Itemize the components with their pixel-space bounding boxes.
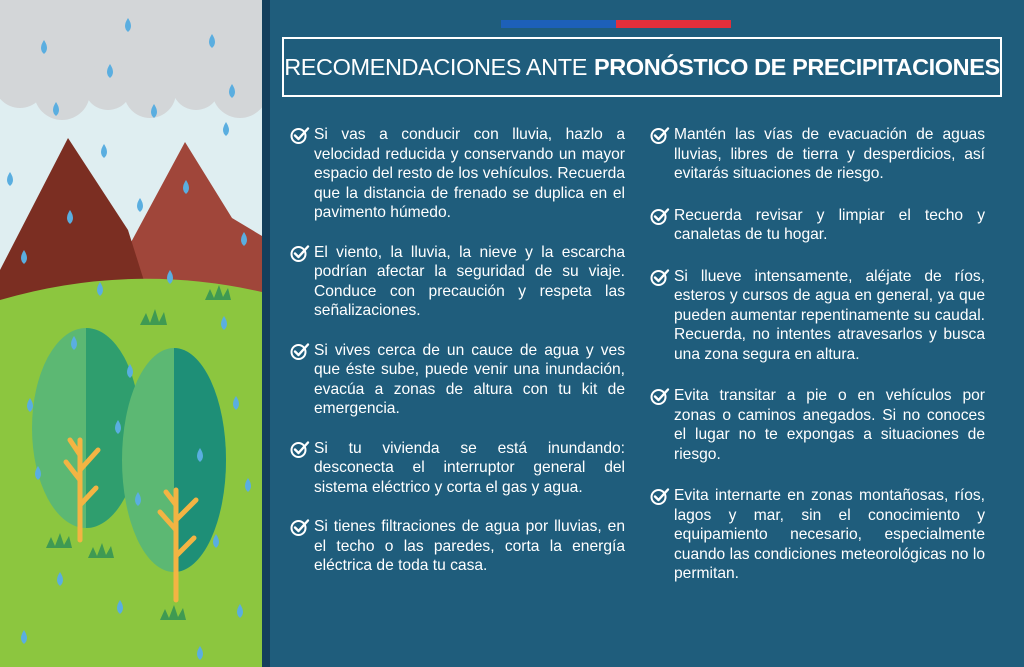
list-item bbox=[650, 267, 985, 365]
title-bold: PRONÓSTICO DE PRECIPITACIONES bbox=[593, 53, 1000, 80]
item-text: Evita transitar a pie o en vehículos por zonas o caminos anegados. Si no conoces el lugar no te expongas a situaciones de riesgo. bbox=[674, 387, 985, 463]
list-item bbox=[290, 341, 625, 419]
list-item bbox=[290, 243, 625, 321]
item-text: Si tienes filtraciones de agua por lluvias, en el techo o las paredes, corta la energía eléctrica de toda tu casa. bbox=[314, 518, 625, 574]
recommendations-column-right bbox=[650, 125, 985, 584]
landscape-illustration bbox=[0, 0, 262, 667]
flag-stripe bbox=[501, 20, 731, 28]
list-item bbox=[290, 517, 625, 576]
list-item bbox=[290, 439, 625, 498]
item-text: Si vives cerca de un cauce de agua y ves que éste sube, puede venir una inundación, evacúa a zonas de altura con tu kit de emergencia. bbox=[314, 341, 625, 417]
item-text: El viento, la lluvia, la nieve y la escarcha podrían afectar la seguridad de su viaje. Conduce con precaución y respeta las señalizaciones. bbox=[314, 243, 625, 319]
item-text: Evita internarte en zonas montañosas, ríos, lagos y mar, sin el conocimiento y equipamiento necesario, especialmente cuando las condiciones meteorológicas no lo permitan. bbox=[674, 487, 985, 582]
list-item bbox=[650, 386, 985, 464]
check-circle-icon bbox=[290, 244, 310, 262]
list-item bbox=[650, 486, 985, 584]
check-circle-icon bbox=[650, 126, 670, 144]
rain-illustration bbox=[0, 0, 262, 667]
check-circle-icon bbox=[290, 440, 310, 458]
title-light: RECOMENDACIONES ANTE bbox=[284, 53, 587, 80]
cloud-icon bbox=[0, 0, 262, 120]
flag-blue-band bbox=[501, 20, 616, 28]
check-circle-icon bbox=[650, 207, 670, 225]
recommendations-column-left bbox=[290, 125, 625, 576]
page-title bbox=[282, 37, 1002, 97]
check-circle-icon bbox=[650, 387, 670, 405]
item-text: Recuerda revisar y limpiar el techo y canaletas de tu hogar. bbox=[674, 206, 985, 243]
panel-divider bbox=[262, 0, 270, 667]
item-text: Si tu vivienda se está inundando: desconecta el interruptor general del sistema eléctrico y corta el gas y agua. bbox=[314, 439, 625, 496]
flag-red-band bbox=[616, 20, 731, 28]
item-text: Si llueve intensamente, aléjate de ríos, esteros y cursos de agua en general, ya que pueden aumentar repentinamente su caudal. Recuerda, no intentes atravesarlos y busca una zona segura en altura. bbox=[674, 267, 985, 363]
check-circle-icon bbox=[290, 518, 310, 536]
list-item bbox=[650, 206, 985, 245]
check-circle-icon bbox=[290, 342, 310, 360]
check-circle-icon bbox=[650, 268, 670, 286]
list-item bbox=[650, 125, 985, 184]
list-item bbox=[290, 125, 625, 223]
recommendations-panel bbox=[270, 0, 1024, 667]
item-text: Si vas a conducir con lluvia, hazlo a velocidad reducida y conservando un mayor espacio del resto de los vehículos. Recuerda que la distancia de frenado se duplica en el pavimento húmedo. bbox=[314, 126, 625, 221]
check-circle-icon bbox=[650, 487, 670, 505]
check-circle-icon bbox=[290, 126, 310, 144]
item-text: Mantén las vías de evacuación de aguas lluvias, libres de tierra y desperdicios, así evitarás situaciones de riesgo. bbox=[674, 126, 985, 182]
